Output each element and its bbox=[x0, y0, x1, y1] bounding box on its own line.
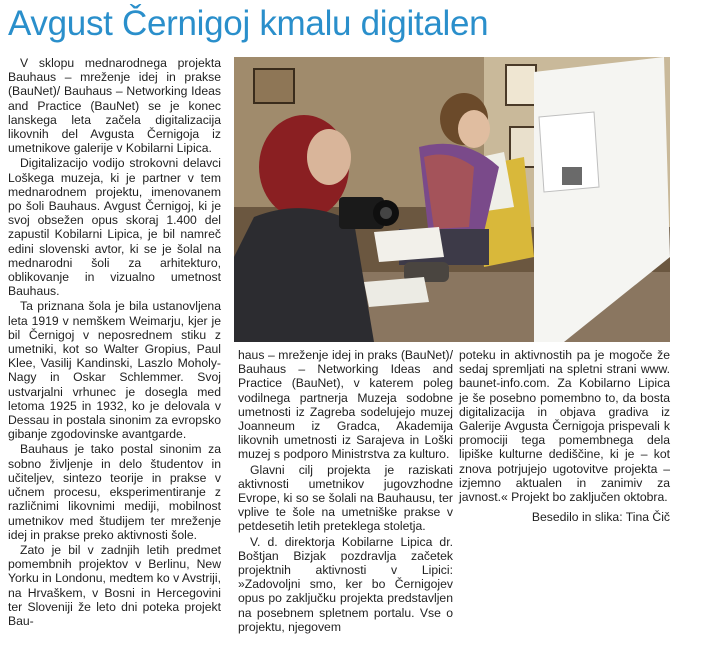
article-column-1 bbox=[8, 56, 221, 629]
paragraph: Digitalizacijo vodijo strokovni delavci Loškega muzeja, ki je partner v tem mednarodnem projektu, imenovanem po šoli Bauhaus. Avgust Černigoj, ki je svoj obsežen opus skoraj 1.400 del zapustil Kobilarni Lipica, je bil namreč edini slovenski avtor, ki se je šolal na mednarodni šoli za arhitekturo, oblikovanje in vizualno umetnost Bauhaus. bbox=[8, 156, 221, 299]
paragraph: V sklopu mednarodnega projekta Bauhaus – mreženje idej in prakse (BauNet)/ Bauhaus – Networking Ideas and Practice (BauNet) se je konec lanskega leta začela digitalizacija likovnih del Avgusta Černigoja iz umetnikove galerije v Kobilarni Lipica. bbox=[8, 56, 221, 156]
paragraph: Bauhaus je tako postal sinonim za sobno življenje in delo študentov in učiteljev, sintezo teorije in prakse v učnem procesu, eksperimentiranje z različnimi likovnimi mediji, mobilnost umetnikov med študijem ter mreženje idej in prakse preko aktivnosti šole. bbox=[8, 442, 221, 542]
article-column-2 bbox=[238, 348, 453, 635]
article-photo bbox=[234, 57, 670, 342]
article-headline: Avgust Černigoj kmalu digitalen bbox=[8, 4, 489, 43]
article-credit: Besedilo in slika: Tina Čič bbox=[531, 510, 670, 525]
paragraph: V. d. direktorja Kobilarne Lipica dr. Boštjan Bizjak pozdravlja začetek projektnih aktivnosti v Lipici: »Zadovoljni smo, ker bo Černigojev opus po zaključku projekta predstavljen na posebnem spletnem portalu. Vse o projektu, njegovem bbox=[238, 534, 453, 634]
paragraph: Zato je bil v zadnjih letih predmet pomembnih projektov v Berlinu, New Yorku in Londonu, medtem ko v Avstriji, na Hrvaškem, v Bosni in Hercegovini ter Sloveniji že leto dni poteka projekt Bau- bbox=[8, 542, 221, 628]
paragraph: Glavni cilj projekta je raziskati aktivnosti umetnikov jugovzhodne Evrope, ki so se šolali na Bauhausu, ter vplive te šole na umetniške prakse v petdesetih letih preteklega stoletja. bbox=[238, 462, 453, 534]
paragraph: haus – mreženje idej in praks (BauNet)/ Bauhaus – Networking Ideas and Practice (BauNet), v katerem poleg vodilnega partnerja Muzeja sodobne umetnosti iz Zagreba sodelujejo muzej Joanneum iz Gradca, Akademija likovnih umetnosti iz Sarajeva in Loški muzej s podporo Ministrstva za kulturo. bbox=[238, 348, 453, 462]
article-column-3 bbox=[459, 348, 670, 525]
paragraph: poteku in aktivnostih pa je mogoče že sedaj spremljati na spletni strani www. baunet-info.com. Za Kobilarno Lipica je še posebno pomembno to, da bosta digitalizacija in objava gradiva iz Galerije Avgusta Černigoja prispevali k promociji tega pomembnega dela lipiške kulturne dediščine, ki je – kot znova potrjujejo ugotovitve projekta – izjemno aktualen in zanimiv za javnost.« Projekt bo zaključen oktobra. bbox=[459, 348, 670, 505]
paragraph: Ta priznana šola je bila ustanovljena leta 1919 v nemškem Weimarju, kjer je bil Černigoj v neposrednem stiku z umetniki, kot so Walter Gropius, Paul Klee, Vasilij Kandinski, Laszlo Moholy-Nagy in Oskar Schlemmer. Svoj ustvarjalni vrhunec je dosegla med letoma 1925 in 1932, ko je delovala v Dessau in postala sinonim za evropsko gibanje zgodovinske avantgarde. bbox=[8, 299, 221, 442]
